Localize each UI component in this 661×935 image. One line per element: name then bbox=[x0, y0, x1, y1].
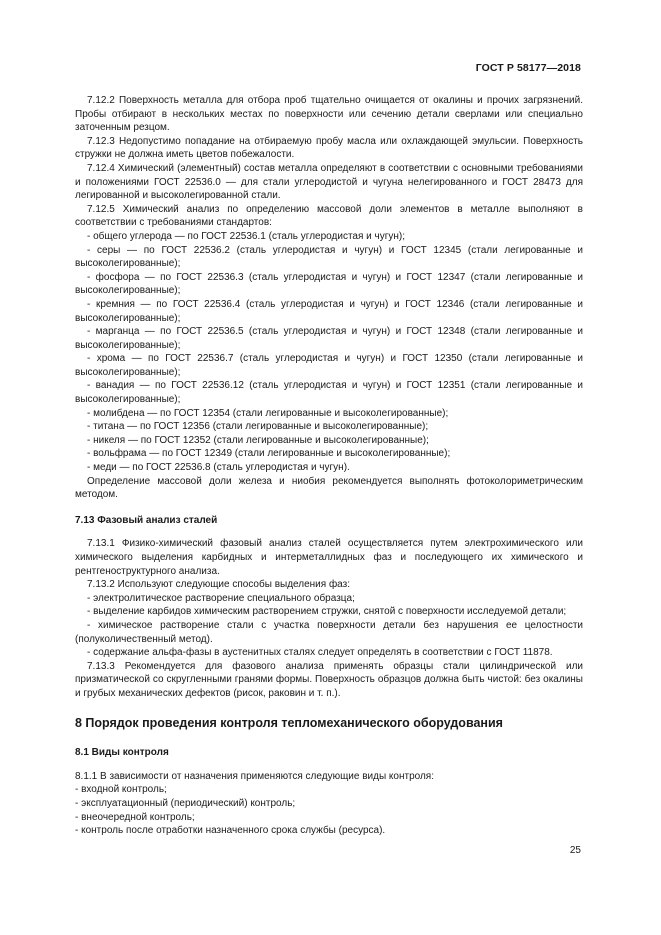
paragraph-7-12-3: 7.12.3 Недопустимо попадание на отбираемую пробу масла или охлаждающей эмульсии. Поверхность стружки не должна иметь цветов побежалости. bbox=[75, 135, 583, 161]
list-item: - меди — по ГОСТ 22536.8 (сталь углеродистая и чугун). bbox=[87, 462, 350, 474]
list-item: - входной контроль; bbox=[75, 784, 167, 796]
list-item: - молибдена — по ГОСТ 12354 (стали легированные и высоколегированные); bbox=[87, 407, 449, 419]
list-item: - электролитическое растворение специального образца; bbox=[87, 592, 355, 604]
list-item: - кремния — по ГОСТ 22536.4 (сталь углеродистая и чугун) и ГОСТ 12346 (стали легированные и высоколегированные); bbox=[75, 298, 583, 324]
heading-8-1: 8.1 Виды контроля bbox=[75, 747, 169, 759]
list-item: - ванадия — по ГОСТ 22536.12 (сталь углеродистая и чугун) и ГОСТ 12351 (стали легированные и высоколегированные); bbox=[75, 380, 583, 406]
paragraph-8-1-1: 8.1.1 В зависимости от назначения применяются следующие виды контроля: bbox=[75, 770, 434, 782]
paragraph-7-12-5: 7.12.5 Химический анализ по определению массовой доли элементов в металле выполняют в соответствии с требованиями стандартов: bbox=[75, 203, 583, 229]
page-number: 25 bbox=[569, 845, 581, 856]
list-item: - титана — по ГОСТ 12356 (стали легированные и высоколегированные); bbox=[87, 421, 429, 433]
list-item: - никеля — по ГОСТ 12352 (стали легированные и высоколегированные); bbox=[87, 434, 429, 446]
list-item: - марганца — по ГОСТ 22536.5 (сталь углеродистая и чугун) и ГОСТ 12348 (стали легированные и высоколегированные); bbox=[75, 326, 583, 351]
list-item: - контроль после отработки назначенного срока службы (ресурса). bbox=[75, 825, 386, 837]
list-item: - серы — по ГОСТ 22536.2 (сталь углеродистая и чугун) и ГОСТ 12345 (стали легированные и высоколегированные); bbox=[75, 244, 583, 270]
paragraph-iron-niobium: Определение массовой доли железа и ниобия рекомендуется выполнять фотоколориметрическим методом. bbox=[75, 475, 583, 501]
list-item: - выделение карбидов химическим растворением стружки, снятой с поверхности исследуемой детали; bbox=[87, 606, 567, 618]
heading-7-13: 7.13 Фазовый анализ сталей bbox=[75, 514, 218, 526]
paragraph-7-13-2: 7.13.2 Используют следующие способы выделения фаз: bbox=[87, 579, 350, 591]
list-item: - химическое растворение стали с участка поверхности детали без нарушения ее целостности (полуколичественный метод). bbox=[75, 619, 583, 645]
paragraph-7-12-4: 7.12.4 Химический (элементный) состав металла определяют в соответствии с основными требованиями и положениями ГОСТ 22536.0 — для стали углеродистой и чугуна нелегированного и ГОСТ 28473 для легированной и высоколегированной стали. bbox=[75, 162, 583, 202]
list-item: - содержание альфа-фазы в аустенитных сталях следует определять в соответствии с ГОСТ 11878. bbox=[87, 647, 553, 659]
paragraph-7-13-1: 7.13.1 Физико-химический фазовый анализ сталей осуществляется путем электрохимического или химического выделения карбидных и интерметаллидных фаз и последующего их химического и рентгеноструктурного анализа. bbox=[75, 538, 583, 577]
paragraph-7-13-3: 7.13.3 Рекомендуется для фазового анализа применять образцы стали цилиндрической или призматической со скругленными гранями формы. Поверхность образцов должна быть чистой: без окалины и грубых механических дефектов (рисок, раковин и т. п.). bbox=[75, 660, 583, 699]
list-item: - хрома — по ГОСТ 22536.7 (сталь углеродистая и чугун) и ГОСТ 12350 (стали легированные и высоколегированные); bbox=[75, 353, 583, 378]
list-item: - внеочередной контроль; bbox=[75, 811, 195, 823]
document-header: ГОСТ Р 58177—2018 bbox=[475, 62, 581, 74]
list-item: - вольфрама — по ГОСТ 12349 (стали легированные и высоколегированные); bbox=[87, 448, 451, 460]
paragraph-7-12-2: 7.12.2 Поверхность металла для отбора проб тщательно очищается от окалины и прочих загрязнений. Пробы отбирают в нескольких местах по поверхности или сечению детали сверлами или специально заточенным резцом. bbox=[75, 95, 583, 134]
page-content bbox=[75, 94, 583, 838]
list-item: - фосфора — по ГОСТ 22536.3 (сталь углеродистая и чугун) и ГОСТ 12347 (стали легированные и высоколегированные); bbox=[75, 271, 583, 297]
heading-section-8: 8 Порядок проведения контроля тепломеханического оборудования bbox=[75, 715, 503, 730]
list-item: - эксплуатационный (периодический) контроль; bbox=[75, 797, 296, 809]
list-item: - общего углерода — по ГОСТ 22536.1 (сталь углеродистая и чугун); bbox=[87, 230, 406, 242]
